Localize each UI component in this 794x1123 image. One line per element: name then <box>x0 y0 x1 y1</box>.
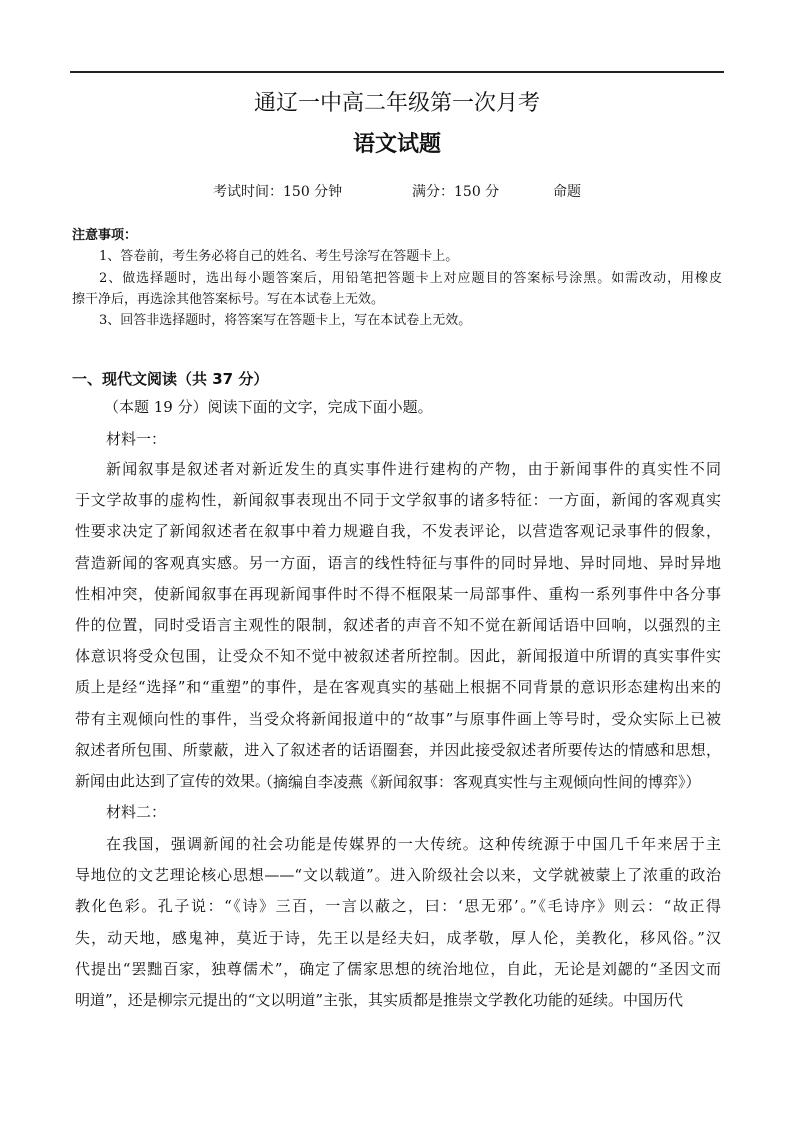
section-intro: （本题 19 分）阅读下面的文字，完成下面小题。 <box>104 398 433 416</box>
paragraph-line: 明道”，还是柳宗元提出的“文以明道”主张，其实质都是推崇文学教化功能的延续。中国历代 <box>75 991 684 1009</box>
exam-time: 考试时间：150 分钟 <box>213 184 343 200</box>
exam-author: 命题 <box>553 184 581 200</box>
paragraph-line: 新闻叙事是叙述者对新近发生的真实事件进行建构的产物，由于新闻事件的真实性不同 <box>106 460 721 478</box>
paragraph-line: 带有主观倾向性的事件，当受众将新闻报道中的“故事”与原事件画上等号时，受众实际上已被 <box>75 709 721 728</box>
material1-source: （摘编自李凌燕《新闻叙事：客观真实性与主观倾向性间的博弈》） <box>258 773 701 791</box>
paragraph-line: 营造新闻的客观真实感。另一方面，语言的线性特征与事件的同时异地、异时同地、异时异地 <box>75 553 721 572</box>
paragraph-line: 教化色彩。孔子说：“《诗》三百，一言以蔽之，曰：‘思无邪’。”《毛诗序》则云：“故正得 <box>75 897 721 916</box>
paragraph-line: 体意识将受众包围，让受众不知不觉中被叙述者所控制。因此，新闻报道中所谓的真实事件实 <box>75 647 721 666</box>
exam-subtitle: 语文试题 <box>352 132 441 157</box>
material1-label: 材料一： <box>106 430 167 448</box>
paragraph-line: 导地位的文艺理论核心思想——“文以载道”。进入阶级社会以来，文学就被蒙上了浓重的政治 <box>75 866 721 885</box>
paragraph-line: 质上是经“选择”和“重塑”的事件，是在客观真实的基础上根据不同背景的意识形态建构出来的 <box>75 678 721 697</box>
header-rule <box>70 71 724 73</box>
section-heading: 一、现代文阅读（共 37 分） <box>72 370 269 388</box>
paragraph-line: 新闻由此达到了宣传的效果。 <box>75 772 271 790</box>
note-line: 1、答卷前，考生务必将自己的姓名、考生号涂写在答题卡上。 <box>99 249 459 264</box>
paragraph-line: 失，动天地，感鬼神，莫近于诗，先王以是经夫妇，成孝敬，厚人伦，美教化，移风俗。”汉 <box>75 928 721 947</box>
paragraph-line: 件的位置，同时受语言主观性的限制，叙述者的声音不知不觉在新闻话语中回响，以强烈的主 <box>75 616 721 634</box>
exam-title: 通辽一中高二年级第一次月考 <box>253 91 540 116</box>
note-line: 擦干净后，再选涂其他答案标号。写在本试卷上无效。 <box>72 292 385 307</box>
paragraph-line: 叙述者所包围、所蒙蔽，进入了叙述者的话语圈套，并因此接受叙述者所要传达的情感和思想， <box>75 740 721 759</box>
notes-heading: 注意事项： <box>72 228 138 243</box>
paragraph-line: 性要求决定了新闻叙述者在叙事中着力规避自我，不发表评论，以营造客观记录事件的假象， <box>75 522 721 541</box>
paragraph-line: 在我国，强调新闻的社会功能是传媒界的一大传统。这种传统源于中国几千年来居于主 <box>106 835 721 853</box>
material2-label: 材料二： <box>106 803 167 821</box>
note-line: 3、回答非选择题时，将答案写在答题卡上，写在本试卷上无效。 <box>99 313 472 328</box>
paragraph-line: 于文学故事的虚构性，新闻叙事表现出不同于文学叙事的诸多特征：一方面，新闻的客观真实 <box>75 491 721 510</box>
note-line: 2、做选择题时，选出每小题答案后，用铅笔把答题卡上对应题目的答案标号涂黑。如需改动，用橡皮 <box>99 271 722 286</box>
paragraph-line: 性相冲突，使新闻叙事在再现新闻事件时不得不框限某一局部事件、重构一系列事件中各分事 <box>75 584 721 603</box>
paragraph-line: 代提出“罢黜百家，独尊儒术”，确定了儒家思想的统治地位，自此，无论是刘勰的“圣因文而 <box>75 959 721 978</box>
full-score: 满分：150 分 <box>412 184 500 200</box>
